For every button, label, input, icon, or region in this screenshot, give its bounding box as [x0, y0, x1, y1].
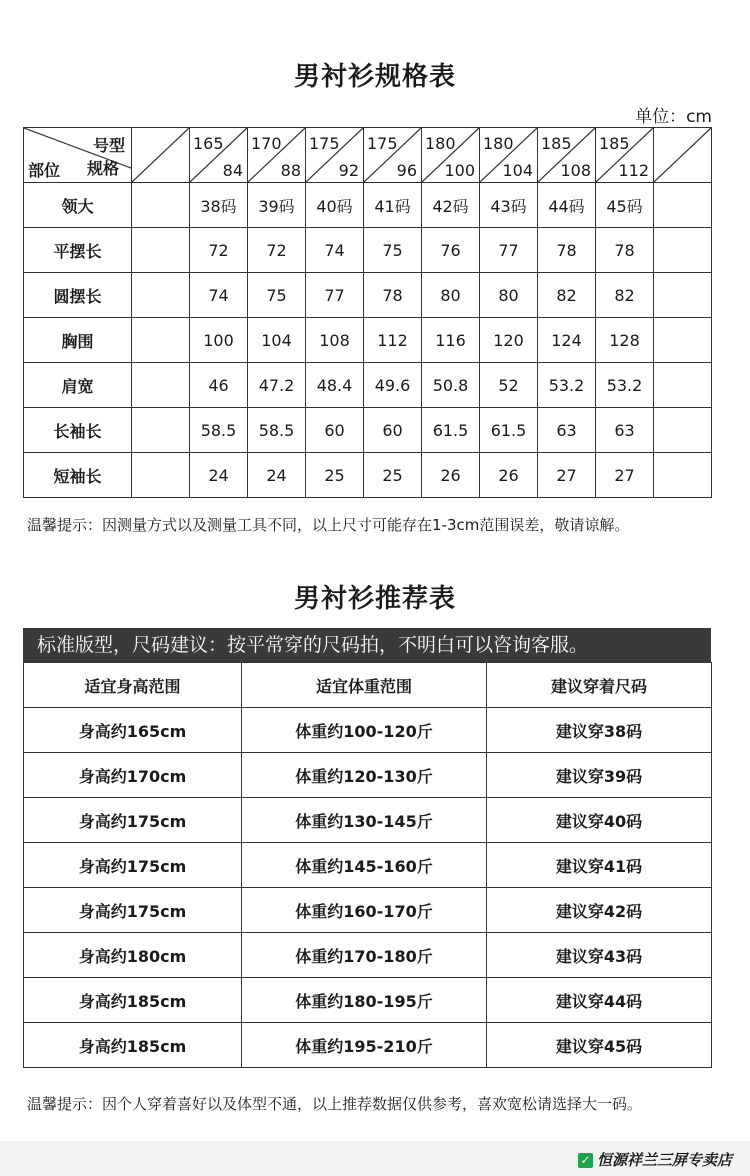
rec-header-cell: 建议穿着尺码 — [487, 663, 712, 708]
rec-header-cell: 适宜体重范围 — [242, 663, 487, 708]
size-chest: 112 — [618, 161, 649, 180]
rec-row — [24, 888, 712, 933]
empty-cell — [132, 408, 190, 453]
spec-value-cell: 112 — [364, 318, 422, 363]
size-chest: 100 — [444, 161, 475, 180]
spec-value-cell: 60 — [364, 408, 422, 453]
rec-cell: 体重约160-170斤 — [242, 888, 487, 933]
spec-value-cell: 25 — [364, 453, 422, 498]
spec-value-cell: 52 — [480, 363, 538, 408]
footer-bar — [0, 1141, 750, 1176]
rec-cell: 身高约170cm — [24, 753, 242, 798]
spec-value-cell: 46 — [190, 363, 248, 408]
spec-value-cell: 53.2 — [596, 363, 654, 408]
spec-value-cell: 48.4 — [306, 363, 364, 408]
rec-row — [24, 798, 712, 843]
spec-row-name: 胸围 — [24, 318, 132, 363]
rec-cell: 身高约180cm — [24, 933, 242, 978]
spec-value-cell: 120 — [480, 318, 538, 363]
rec-cell: 身高约175cm — [24, 798, 242, 843]
spec-value-cell: 58.5 — [190, 408, 248, 453]
size-header-cell — [306, 128, 364, 183]
spec-value-cell: 74 — [306, 228, 364, 273]
empty-cell — [654, 318, 712, 363]
size-header-cell — [538, 128, 596, 183]
size-chest: 92 — [338, 161, 359, 180]
size-header-cell — [190, 128, 248, 183]
rec-cell: 身高约185cm — [24, 1023, 242, 1068]
spec-row-name: 短袖长 — [24, 453, 132, 498]
rec-cell: 体重约195-210斤 — [242, 1023, 487, 1068]
size-chest: 96 — [396, 161, 417, 180]
spec-value-cell: 63 — [538, 408, 596, 453]
spec-value-cell: 100 — [190, 318, 248, 363]
spec-value-cell: 61.5 — [422, 408, 480, 453]
spec-row — [24, 363, 712, 408]
size-header-cell — [480, 128, 538, 183]
spec-row-name: 肩宽 — [24, 363, 132, 408]
rec-row — [24, 978, 712, 1023]
spec-value-cell: 40码 — [306, 183, 364, 228]
size-header-cell — [596, 128, 654, 183]
rec-cell: 体重约180-195斤 — [242, 978, 487, 1023]
spec-value-cell: 58.5 — [248, 408, 306, 453]
spec-table-title: 男衬衫规格表 — [293, 62, 456, 92]
spec-value-cell: 44码 — [538, 183, 596, 228]
spec-value-cell: 27 — [596, 453, 654, 498]
spec-row — [24, 273, 712, 318]
size-height: 170 — [251, 134, 282, 153]
spec-value-cell: 75 — [364, 228, 422, 273]
size-height: 180 — [425, 134, 456, 153]
spec-value-cell: 78 — [364, 273, 422, 318]
spec-value-cell: 72 — [248, 228, 306, 273]
rec-cell: 体重约145-160斤 — [242, 843, 487, 888]
rec-row — [24, 1023, 712, 1068]
corner-label-hao: 号型 — [92, 136, 125, 155]
size-height: 165 — [193, 134, 224, 153]
empty-cell — [654, 453, 712, 498]
spec-value-cell: 50.8 — [422, 363, 480, 408]
rec-cell: 体重约120-130斤 — [242, 753, 487, 798]
spec-value-cell: 116 — [422, 318, 480, 363]
size-header-cell — [364, 128, 422, 183]
spec-value-cell: 53.2 — [538, 363, 596, 408]
rec-cell: 建议穿45码 — [487, 1023, 712, 1068]
spec-row — [24, 318, 712, 363]
spec-value-cell: 78 — [538, 228, 596, 273]
empty-cell — [654, 408, 712, 453]
spec-value-cell: 77 — [480, 228, 538, 273]
size-height: 180 — [483, 134, 514, 153]
corner-label-gui: 规格 — [86, 159, 119, 178]
check-icon: ✓ — [578, 1153, 593, 1168]
size-header-cell — [422, 128, 480, 183]
spec-value-cell: 41码 — [364, 183, 422, 228]
rec-table-title: 男衬衫推荐表 — [293, 584, 456, 614]
spec-value-cell: 77 — [306, 273, 364, 318]
spec-row — [24, 228, 712, 273]
empty-header-cell — [132, 128, 190, 183]
spec-value-cell: 49.6 — [364, 363, 422, 408]
rec-cell: 体重约100-120斤 — [242, 708, 487, 753]
spec-value-cell: 25 — [306, 453, 364, 498]
spec-value-cell: 42码 — [422, 183, 480, 228]
empty-cell — [132, 273, 190, 318]
spec-value-cell: 26 — [422, 453, 480, 498]
size-height: 175 — [309, 134, 340, 153]
rec-cell: 建议穿40码 — [487, 798, 712, 843]
spec-value-cell: 124 — [538, 318, 596, 363]
size-height: 185 — [599, 134, 630, 153]
empty-cell — [132, 453, 190, 498]
spec-row — [24, 183, 712, 228]
shop-name: 恒源祥兰三屏专卖店 — [596, 1151, 732, 1169]
rec-header-row — [24, 663, 712, 708]
spec-value-cell: 75 — [248, 273, 306, 318]
empty-header-cell — [654, 128, 712, 183]
spec-row — [24, 408, 712, 453]
spec-value-cell: 60 — [306, 408, 364, 453]
spec-value-cell: 108 — [306, 318, 364, 363]
spec-row-name: 平摆长 — [24, 228, 132, 273]
rec-cell: 建议穿44码 — [487, 978, 712, 1023]
size-chest: 84 — [222, 161, 243, 180]
spec-value-cell: 27 — [538, 453, 596, 498]
spec-value-cell: 104 — [248, 318, 306, 363]
spec-value-cell: 80 — [422, 273, 480, 318]
spec-value-cell: 128 — [596, 318, 654, 363]
rec-cell: 建议穿43码 — [487, 933, 712, 978]
empty-cell — [132, 183, 190, 228]
rec-cell: 身高约175cm — [24, 843, 242, 888]
size-height: 175 — [367, 134, 398, 153]
rec-cell: 建议穿39码 — [487, 753, 712, 798]
spec-value-cell: 82 — [538, 273, 596, 318]
spec-value-cell: 72 — [190, 228, 248, 273]
spec-value-cell: 82 — [596, 273, 654, 318]
spec-value-cell: 80 — [480, 273, 538, 318]
rec-cell: 建议穿38码 — [487, 708, 712, 753]
empty-cell — [654, 183, 712, 228]
size-header-cell — [248, 128, 306, 183]
spec-table — [23, 127, 712, 498]
empty-cell — [132, 228, 190, 273]
rec-cell: 体重约170-180斤 — [242, 933, 487, 978]
spec-value-cell: 63 — [596, 408, 654, 453]
size-chest: 88 — [280, 161, 301, 180]
shop-badge[interactable] — [578, 1149, 732, 1170]
unit-label: 单位：cm — [635, 107, 712, 127]
spec-value-cell: 38码 — [190, 183, 248, 228]
spec-value-cell: 47.2 — [248, 363, 306, 408]
spec-value-cell: 74 — [190, 273, 248, 318]
spec-value-cell: 26 — [480, 453, 538, 498]
empty-cell — [132, 318, 190, 363]
spec-note: 温馨提示：因测量方式以及测量工具不同，以上尺寸可能存在1-3cm范围误差，敬请谅解。 — [27, 516, 630, 534]
rec-row — [24, 708, 712, 753]
spec-value-cell: 61.5 — [480, 408, 538, 453]
spec-value-cell: 24 — [190, 453, 248, 498]
rec-cell: 身高约165cm — [24, 708, 242, 753]
rec-row — [24, 753, 712, 798]
spec-row-name: 领大 — [24, 183, 132, 228]
rec-cell: 体重约130-145斤 — [242, 798, 487, 843]
spec-value-cell: 78 — [596, 228, 654, 273]
spec-row-name: 长袖长 — [24, 408, 132, 453]
spec-row — [24, 453, 712, 498]
spec-value-cell: 43码 — [480, 183, 538, 228]
empty-cell — [654, 273, 712, 318]
corner-header-cell — [24, 128, 132, 183]
recommendation-table — [23, 662, 712, 1068]
rec-cell: 身高约175cm — [24, 888, 242, 933]
empty-cell — [654, 363, 712, 408]
rec-note: 温馨提示：因个人穿着喜好以及体型不通，以上推荐数据仅供参考，喜欢宽松请选择大一码。 — [27, 1095, 643, 1113]
recommendation-banner: 标准版型，尺码建议：按平常穿的尺码拍，不明白可以咨询客服。 — [23, 628, 711, 662]
empty-cell — [654, 228, 712, 273]
size-height: 185 — [541, 134, 572, 153]
spec-value-cell: 45码 — [596, 183, 654, 228]
spec-row-name: 圆摆长 — [24, 273, 132, 318]
empty-cell — [132, 363, 190, 408]
rec-cell: 建议穿42码 — [487, 888, 712, 933]
spec-value-cell: 24 — [248, 453, 306, 498]
size-chest: 108 — [560, 161, 591, 180]
rec-header-cell: 适宜身高范围 — [24, 663, 242, 708]
rec-cell: 身高约185cm — [24, 978, 242, 1023]
rec-row — [24, 843, 712, 888]
rec-cell: 建议穿41码 — [487, 843, 712, 888]
size-chest: 104 — [502, 161, 533, 180]
corner-label-bu: 部位 — [28, 161, 61, 180]
spec-value-cell: 76 — [422, 228, 480, 273]
rec-row — [24, 933, 712, 978]
spec-value-cell: 39码 — [248, 183, 306, 228]
